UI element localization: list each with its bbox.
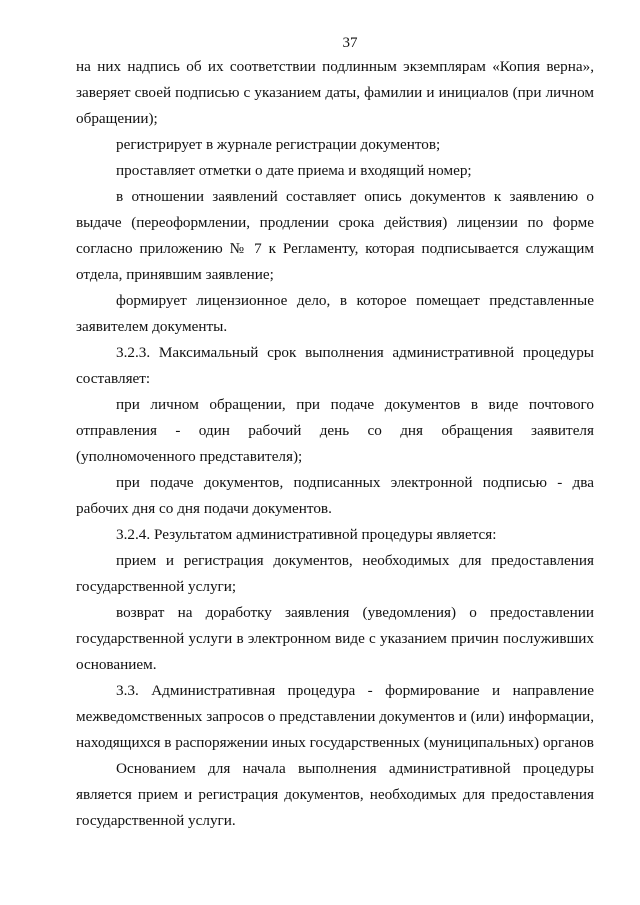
paragraph-reception-registration: прием и регистрация документов, необходимых для предоставления государственной услуги; — [76, 552, 594, 595]
paragraph-license-file: формирует лицензионное дело, в которое помещает представленные заявителем документы. — [76, 292, 594, 335]
page-number: 37 — [342, 35, 358, 51]
paragraph-3-2-4: 3.2.4. Результатом административной процедуры является: — [116, 526, 497, 543]
paragraph-electronic-submission: при подаче документов, подписанных электронной подписью - два рабочих дня со дня подачи документов. — [76, 474, 594, 517]
paragraph-personal-submission: при личном обращении, при подаче документов в виде почтового отправления - один рабочий день со дня обращения заявителя (уполномоченного представителя); — [76, 396, 594, 465]
paragraph-3-3: 3.3. Административная процедура - формирование и направление межведомственных запросов о представлении документов и (или) информации, находящихся в распоряжении иных государственных (муниципальных) органов — [76, 682, 594, 751]
paragraph-document-inventory: в отношении заявлений составляет опись документов к заявлению о выдаче (переоформлении, продлении срока действия) лицензии по форме согласно приложению № 7 к Регламенту, которая подписывается служащим отдела, принявшим заявление; — [76, 188, 594, 283]
paragraph-basis-for-procedure: Основанием для начала выполнения административной процедуры является прием и регистрация документов, необходимых для предоставления государственной услуги. — [76, 760, 594, 829]
paragraph-continuation: на них надпись об их соответствии подлинным экземплярам «Копия верна», заверяет своей подписью с указанием даты, фамилии и инициалов (при личном обращении); — [76, 58, 594, 127]
paragraph-return-for-revision: возврат на доработку заявления (уведомления) о предоставлении государственной услуги в электронном виде с указанием причин послуживших основанием. — [76, 604, 594, 673]
paragraph-3-2-3: 3.2.3. Максимальный срок выполнения административной процедуры составляет: — [76, 344, 594, 387]
paragraph-register-journal: регистрирует в журнале регистрации документов; — [116, 136, 441, 153]
paragraph-date-marks: проставляет отметки о дате приема и входящий номер; — [116, 162, 472, 179]
document-body — [76, 54, 594, 834]
